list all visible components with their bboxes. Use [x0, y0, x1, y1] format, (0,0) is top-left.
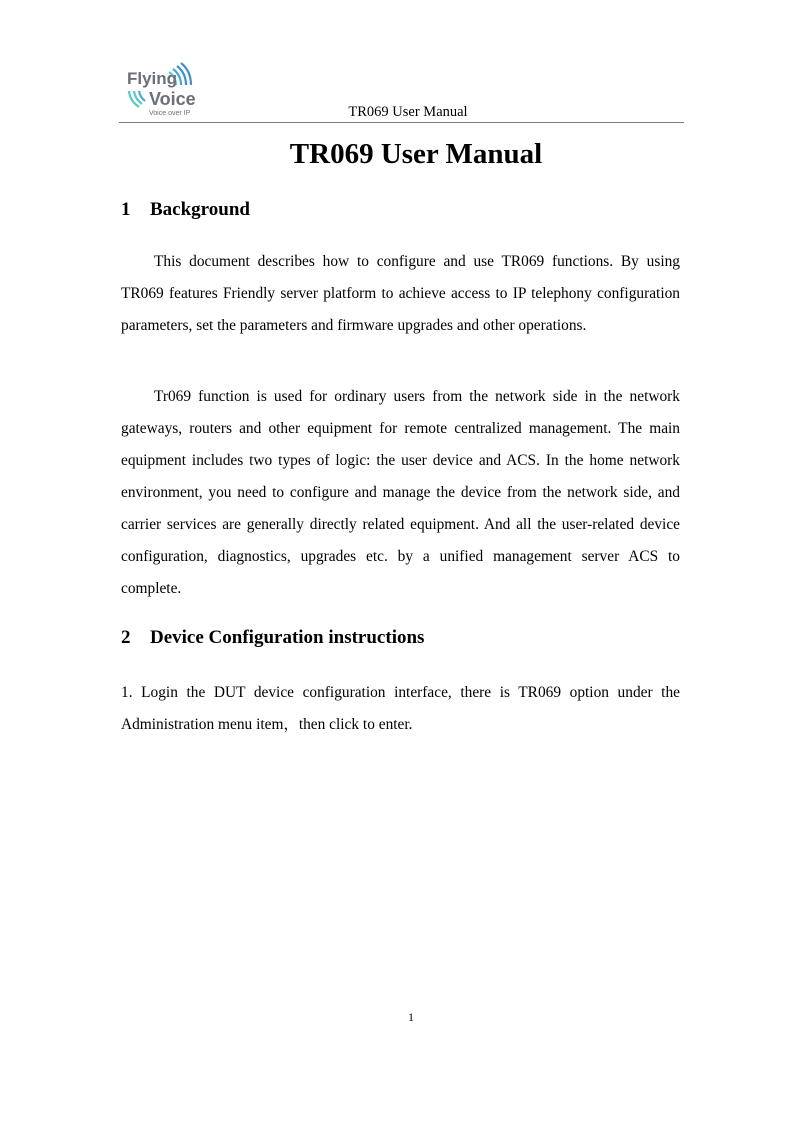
svg-text:Voice: Voice — [149, 89, 196, 109]
section-heading-background — [121, 198, 250, 222]
section-title: Background — [150, 199, 250, 220]
header-divider — [119, 122, 684, 123]
section-number: 2 — [121, 627, 131, 648]
document-title: TR069 User Manual — [289, 138, 543, 170]
section-title: Device Configuration instructions — [150, 627, 425, 648]
paragraph-background-2: Tr069 function is used for ordinary users from the network side in the network gateways, routers and other equipment for remote centralized management. The main equipment includes two types of logic: the user device and ACS. In the home network environment, you need to configure and manage the device from the network side, and carrier services are generally directly related equipment. And all the user-related device configuration, diagnostics, upgrades etc. by a unified management server ACS to complete. — [121, 388, 680, 597]
section-number: 1 — [121, 199, 131, 220]
running-header: TR069 User Manual — [348, 104, 468, 120]
page-number: 1 — [408, 1010, 414, 1024]
svg-text:Voice over IP: Voice over IP — [149, 110, 191, 117]
paragraph-background-1: This document describes how to configure and use TR069 functions. By using TR069 features Friendly server platform to achieve access to IP telephony configuration parameters, set the parameters and firmware upgrades and other operations. — [121, 253, 680, 334]
paragraph-config-step-1: 1. Login the DUT device configuration interface, there is TR069 option under the Administration menu item，then click to enter. — [121, 684, 680, 733]
section-heading-device-configuration — [121, 626, 424, 650]
svg-text:Flying: Flying — [127, 69, 178, 88]
